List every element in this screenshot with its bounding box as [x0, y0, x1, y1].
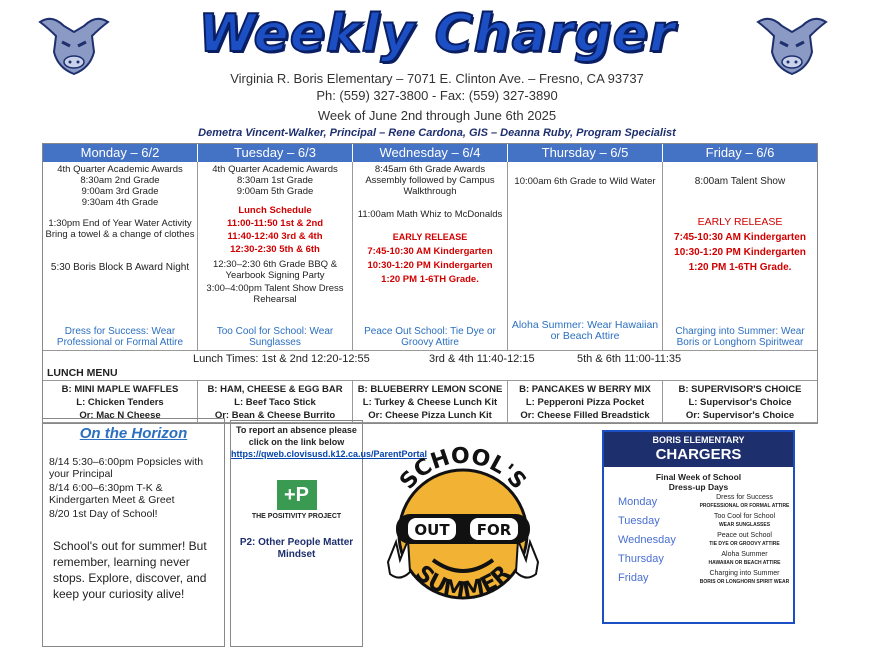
flyer-theme [696, 570, 793, 586]
flyer-row [604, 492, 793, 511]
day-headers [43, 144, 817, 162]
lunch-menu-title: LUNCH MENU [47, 367, 118, 379]
lunch-times [43, 350, 817, 367]
school-address: Virginia R. Boris Elementary – 7071 E. Clinton Ave. – Fresno, CA 93737 [230, 71, 644, 86]
event-text: 9:00am 5th Grade [236, 186, 314, 197]
bottom-section [42, 418, 818, 648]
lunch-cell-thursday [508, 381, 663, 422]
day-header-tuesday: Tuesday – 6/3 [198, 144, 353, 162]
flyer-theme-detail: HAWAIIAN OR BEACH ATTIRE [708, 559, 781, 566]
horizon-event: 8/20 1st Day of School! [49, 508, 158, 520]
event-text: 1:30pm End of Year Water Activity [48, 218, 192, 229]
early-release-title: EARLY RELEASE [697, 216, 783, 228]
menu-alternate: Or: Supervisor's Choice [685, 410, 795, 421]
event-text: 11:00am Math Whiz to McDonalds [357, 209, 503, 220]
day-monday [43, 162, 198, 350]
school-info [0, 70, 874, 124]
flyer-day: Monday [618, 495, 658, 508]
early-release-item: 1:20 PM 1-6TH Grade. [381, 274, 479, 285]
menu-lunch: L: Turkey & Cheese Lunch Kit [362, 397, 498, 408]
flyer-team: CHARGERS [655, 446, 742, 463]
lunch-times-label: Lunch Times: 1st & 2nd 12:20-12:55 [193, 353, 370, 365]
absence-report [230, 420, 428, 647]
weekly-schedule [42, 143, 818, 424]
lunch-cell-monday [43, 381, 198, 422]
event-text: Rehearsal [253, 294, 297, 305]
flyer-theme-name: Aloha Summer [721, 550, 768, 558]
lunch-schedule-item: 12:30-2:30 5th & 6th [230, 244, 320, 255]
flyer-subtitle-1: Final Week of School [655, 472, 742, 482]
event-text: 4th Quarter Academic Awards [212, 164, 338, 175]
flyer-day: Thursday [618, 552, 664, 565]
lunch-cell-wednesday [353, 381, 508, 422]
on-the-horizon [42, 418, 225, 647]
attire-friday: Charging into Summer: Wear Boris or Longhorn Spiritwear [675, 326, 805, 348]
flyer-theme [696, 494, 793, 510]
menu-alternate: Or: Cheese Pizza Lunch Kit [368, 410, 492, 421]
flyer-theme-name: Too Cool for School [713, 512, 776, 520]
attire-thursday: Aloha Summer: Wear Hawaiian or Beach Attire [511, 319, 659, 342]
early-release-item: 7:45-10:30 AM Kindergarten [367, 246, 493, 257]
menu-breakfast: B: MINI MAPLE WAFFLES [61, 384, 179, 395]
flyer-school: BORIS ELEMENTARY [652, 435, 745, 445]
day-header-friday: Friday – 6/6 [705, 145, 775, 160]
event-text: 4th Quarter Academic Awards [57, 164, 183, 175]
school-phone: Ph: (559) 327-3800 - Fax: (559) 327-3890 [316, 88, 558, 103]
lunch-times-mid: 3rd & 4th 11:40-12:15 [429, 353, 535, 365]
badge-for: FOR [476, 521, 512, 539]
positivity-project-name: THE POSITIVITY PROJECT [251, 513, 342, 520]
event-text: 10:00am 6th Grade to Wild Water [514, 176, 656, 187]
staff-line: Demetra Vincent-Walker, Principal – Rene Cardona, GIS – Deanna Ruby, Program Specialist [198, 127, 676, 139]
lunch-schedule-title: Lunch Schedule [238, 205, 312, 216]
flyer-theme [696, 513, 793, 529]
flyer-day: Tuesday [618, 514, 660, 527]
positivity-project-logo-icon: +P [277, 480, 317, 510]
badge-out: OUT [414, 521, 450, 539]
flyer-row [604, 568, 793, 587]
horizon-event: 8/14 5:30–6:00pm Popsicles with your Principal [49, 456, 204, 480]
day-header-thursday: Thursday – 6/5 [508, 144, 663, 162]
event-text: 8:30am 2nd Grade [80, 175, 160, 186]
newsletter-title: Weekly Charger [198, 4, 676, 64]
event-text: Walkthrough [403, 186, 457, 197]
absence-instructions: To report an absence please click on the link below [236, 425, 357, 447]
menu-lunch: L: Chicken Tenders [76, 397, 164, 408]
flyer-row [604, 511, 793, 530]
event-text: Bring a towel & a change of clothes [45, 229, 195, 240]
horizon-event: 8/14 6:00–6:30pm T-K & Kindergarten Meet & Greet [49, 482, 175, 506]
lunch-schedule-item: 11:40-12:40 3rd & 4th [227, 231, 323, 242]
parent-portal-link[interactable]: https://qweb.clovisusd.k12.ca.us/ParentPortal [231, 449, 428, 459]
flyer-theme-name: Charging into Summer [709, 569, 780, 577]
attire-tuesday: Too Cool for School: Wear Sunglasses [216, 326, 334, 348]
menu-breakfast: B: BLUEBERRY LEMON SCONE [357, 384, 503, 395]
attire-monday: Dress for Success: Wear Professional or Formal Attire [56, 326, 184, 348]
event-text: 8:45am 6th Grade Awards [374, 164, 486, 175]
day-header-monday: Monday – 6/2 [43, 144, 198, 162]
badge-line1: SCHOOL'S [395, 443, 531, 495]
flyer-theme-name: Peace out School [717, 531, 772, 539]
day-columns [43, 162, 817, 350]
event-text: 8:30am 1st Grade [236, 175, 314, 186]
early-release-item: 10:30-1:20 PM Kindergarten [367, 260, 493, 271]
event-text: Yearbook Signing Party [225, 270, 325, 281]
lunch-times-last: 5th & 6th 11:00-11:35 [577, 353, 682, 365]
day-wednesday [353, 162, 508, 350]
event-text: 8:00am Talent Show [694, 176, 786, 187]
menu-breakfast: B: HAM, CHEESE & EGG BAR [207, 384, 343, 395]
event-text: 3:00–4:00pm Talent Show Dress [206, 283, 344, 294]
menu-breakfast: B: PANCAKES W BERRY MIX [519, 384, 651, 395]
menu-alternate: Or: Cheese Filled Breadstick [520, 410, 650, 421]
horizon-title: On the Horizon [79, 425, 188, 442]
lunch-menu-row [43, 380, 817, 423]
flyer-theme-name: Dress for Success [716, 493, 773, 501]
menu-breakfast: B: SUPERVISOR'S CHOICE [678, 384, 802, 395]
schools-out-badge-icon [378, 432, 548, 636]
flyer-theme [696, 532, 793, 548]
dress-up-flyer [602, 430, 795, 624]
menu-lunch: L: Pepperoni Pizza Pocket [525, 397, 645, 408]
flyer-theme-detail: WEAR SUNGLASSES [718, 521, 771, 528]
flyer-header [604, 432, 793, 467]
event-text: 9:00am 3rd Grade [81, 186, 159, 197]
early-release-title: EARLY RELEASE [392, 232, 468, 242]
day-tuesday [198, 162, 353, 350]
flyer-day: Wednesday [618, 533, 676, 546]
early-release-item: 1:20 PM 1-6TH Grade. [688, 262, 792, 273]
early-release-item: 7:45-10:30 AM Kindergarten [674, 232, 806, 243]
event-text: 5:30 Boris Block B Award Night [50, 262, 190, 273]
flyer-row [604, 549, 793, 568]
day-thursday [508, 162, 663, 350]
event-text: 12:30–2:30 6th Grade BBQ & [212, 259, 338, 270]
menu-lunch: L: Beef Taco Stick [234, 397, 316, 408]
p2-mindset: P2: Other People Matter Mindset [239, 537, 354, 560]
flyer-theme [696, 551, 793, 567]
lunch-schedule-item: 11:00-11:50 1st & 2nd [226, 218, 324, 229]
flyer-row [604, 530, 793, 549]
day-friday [663, 162, 817, 350]
early-release-item: 10:30-1:20 PM Kindergarten [674, 247, 806, 258]
flyer-theme-detail: PROFESSIONAL OR FORMAL ATTIRE [699, 502, 790, 509]
lunch-cell-tuesday [198, 381, 353, 422]
badge-line2: SUMMER [410, 560, 516, 604]
menu-lunch: L: Supervisor's Choice [688, 397, 792, 408]
flyer-day: Friday [618, 571, 649, 584]
flyer-theme-detail: BORIS OR LONGHORN SPIRIT WEAR [699, 578, 790, 585]
week-range: Week of June 2nd through June 6th 2025 [317, 108, 557, 123]
flyer-theme-detail: TIE DYE OR GROOVY ATTIRE [709, 540, 780, 547]
menu-alternate: Or: Bean & Cheese Burrito [214, 410, 336, 421]
menu-alternate: Or: Mac N Cheese [79, 410, 161, 421]
event-text: Assembly followed by Campus [365, 175, 495, 186]
flyer-subtitle-2: Dress-up Days [668, 482, 729, 492]
event-text: 9:30am 4th Grade [81, 197, 159, 208]
flyer-subtitle [604, 472, 793, 492]
horizon-note: School's out for summer! But remember, learning never stops. Explore, discover, and keep your curiosity alive! [53, 539, 207, 601]
attire-wednesday: Peace Out School: Tie Dye or Groovy Attire [364, 326, 496, 348]
lunch-cell-friday [663, 381, 817, 422]
day-header-wednesday: Wednesday – 6/4 [353, 144, 508, 162]
